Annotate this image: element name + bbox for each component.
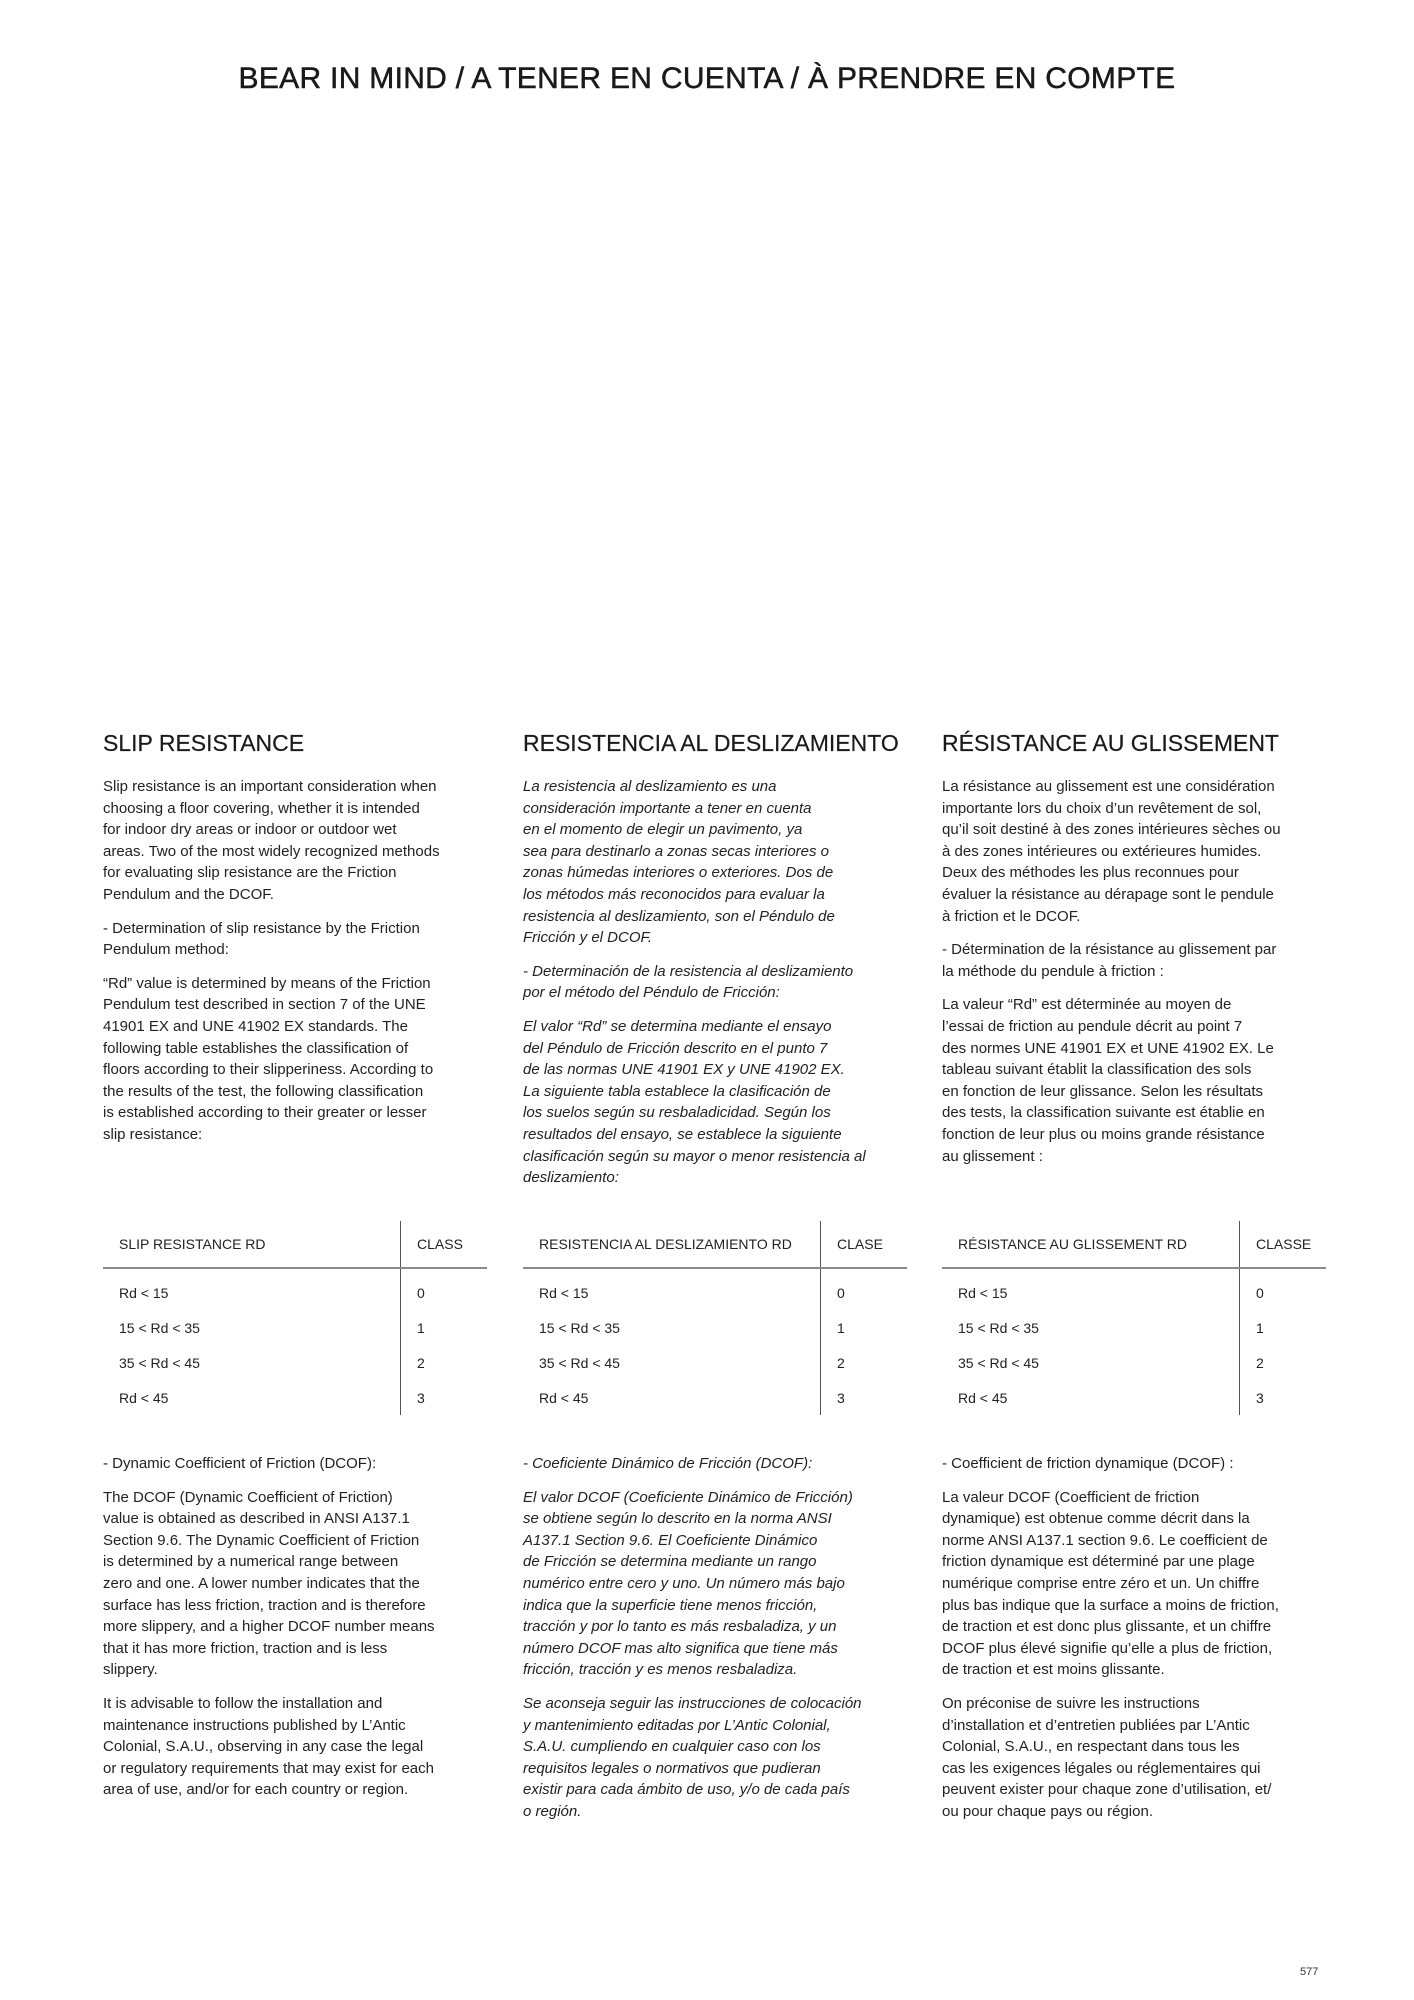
rd-range: Rd < 45 (958, 1389, 1008, 1406)
rd-range: Rd < 45 (119, 1389, 169, 1406)
section-heading: SLIP RESISTANCE (103, 730, 305, 756)
dcof-text (523, 1453, 862, 1835)
paragraph: La résistance au glissement est une considération importante lors du choix d’un revêtement de sol, qu’il soit destiné à des zones intérieures sèches ou à des zones intérieures ou extérieures humides. Deux des méthodes les plus reconnues pour évaluer la résistance au dérapage sont le pendule à friction et le DCOF. (942, 778, 1281, 925)
classification-table (523, 1221, 907, 1415)
paragraph: The DCOF (Dynamic Coefficient of Friction) value is obtained as described in ANSI A137.1 Section 9.6. The Dynamic Coefficient of Friction is determined by a numerical range between zero and one. A lower number indicates that the surface has less friction, traction and is therefore more slippery, and a higher DCOF number means that it has more friction, traction and is less slippery. (103, 1488, 435, 1679)
table-row (523, 1380, 907, 1415)
paragraph: - Determinación de la resistencia al deslizamiento por el método del Péndulo de Fricción: (523, 962, 854, 1002)
rd-range: Rd < 15 (958, 1284, 1008, 1301)
paragraph: - Coefficient de friction dynamique (DCOF) : (942, 1455, 1234, 1472)
dcof-text (103, 1453, 435, 1813)
table-row (942, 1380, 1326, 1415)
class-value: 2 (401, 1345, 488, 1380)
header-class: CLASS (401, 1221, 488, 1268)
table-row (103, 1268, 487, 1310)
intro-text (942, 776, 1281, 1179)
table-row (523, 1310, 907, 1345)
class-value: 0 (401, 1268, 488, 1310)
intro-text (103, 776, 440, 1158)
header-class: CLASE (821, 1221, 908, 1268)
paragraph: It is advisable to follow the installation and maintenance instructions published by L’Antic Colonial, S.A.U., observing in any case the legal or regulatory requirements that may exist for each area of use, and/or for each country or region. (103, 1694, 434, 1799)
paragraph: On préconise de suivre les instructions d’installation et d’entretien publiées par L’Antic Colonial, S.A.U., en respectant dans tous les cas les exigences légales ou réglementaires qui peuvent exister pour chaque zone d’utilisation, et/ ou pour chaque pays ou région. (942, 1694, 1272, 1820)
rd-range: 15 < Rd < 35 (958, 1319, 1039, 1336)
classification-table (942, 1221, 1326, 1415)
intro-text (523, 776, 866, 1201)
rd-range: Rd < 15 (119, 1284, 169, 1301)
paragraph: Se aconseja seguir las instrucciones de colocación y mantenimiento editadas por L’Antic Colonial, S.A.U. cumpliendo en cualquier caso con los requisitos legales o normativos que pudieran existir para cada ámbito de uso, y/o de cada país o región. (523, 1694, 862, 1820)
class-value: 2 (1240, 1345, 1327, 1380)
paragraph: Slip resistance is an important consideration when choosing a floor covering, whether it is intended for indoor dry areas or indoor or outdoor wet areas. Two of the most widely recognized methods for evaluating slip resistance are the Friction Pendulum and the DCOF. (103, 778, 440, 903)
class-value: 3 (1240, 1380, 1327, 1415)
table-row (523, 1345, 907, 1380)
paragraph: “Rd” value is determined by means of the Friction Pendulum test described in section 7 of the UNE 41901 EX and UNE 41902 EX standards. The following table establishes the classification of floors according to their slipperiness. According to the results of the test, the following classification is established according to their greater or lesser slip resistance: (103, 974, 434, 1143)
rd-range: 15 < Rd < 35 (119, 1319, 200, 1336)
header-rd: RESISTENCIA AL DESLIZAMIENTO RD (523, 1221, 821, 1268)
table-header-row (942, 1221, 1326, 1268)
header-class: CLASSE (1240, 1221, 1327, 1268)
section-heading: RESISTENCIA AL DESLIZAMIENTO (523, 730, 899, 756)
class-value: 1 (821, 1310, 908, 1345)
table-row (523, 1268, 907, 1310)
class-value: 1 (1240, 1310, 1327, 1345)
paragraph: - Dynamic Coefficient of Friction (DCOF): (103, 1455, 377, 1472)
paragraph: La resistencia al deslizamiento es una consideración importante a tener en cuenta en el momento de elegir un pavimento, ya sea para destinarlo a zonas secas interiores o zonas húmedas interiores o exteriores. Dos de los métodos más reconocidos para evaluar la resistencia al deslizamiento, son el Péndulo de Fricción y el DCOF. (523, 778, 835, 947)
class-value: 3 (401, 1380, 488, 1415)
table-row (103, 1310, 487, 1345)
table-row (942, 1345, 1326, 1380)
dcof-text (942, 1453, 1279, 1835)
paragraph: La valeur DCOF (Coefficient de friction dynamique) est obtenue comme décrit dans la norme ANSI A137.1 section 9.6. Le coefficient de friction dynamique est déterminé par une plage numérique comprise entre zéro et un. Un chiffre plus bas indique que la surface a moins de friction, de traction et est donc plus glissante, et un chiffre DCOF plus élevé signifie qu’elle a plus de friction, de traction et est moins glissante. (942, 1488, 1279, 1679)
table-header-row (103, 1221, 487, 1268)
table-row (942, 1268, 1326, 1310)
paragraph: El valor “Rd” se determina mediante el ensayo del Péndulo de Fricción descrito en el punto 7 de las normas UNE 41901 EX y UNE 41902 EX. La siguiente tabla establece la clasificación de los suelos según su resbaladicidad. Según los resultados del ensayo, se establece la siguiente clasificación según su mayor o menor resistencia al deslizamiento: (523, 1017, 866, 1187)
rd-range: Rd < 45 (539, 1389, 589, 1406)
class-value: 0 (821, 1268, 908, 1310)
rd-range: 35 < Rd < 45 (119, 1354, 200, 1371)
section-heading: RÉSISTANCE AU GLISSEMENT (942, 730, 1279, 756)
class-value: 2 (821, 1345, 908, 1380)
class-value: 0 (1240, 1268, 1327, 1310)
class-value: 1 (401, 1310, 488, 1345)
paragraph: La valeur “Rd” est déterminée au moyen de l’essai de friction au pendule décrit au point 7 des normes UNE 41901 EX et UNE 41902 EX. Le tableau suivant établit la classification des sols en fonction de leur glissance. Selon les résultats des tests, la classification suivante est établie en fonction de leur plus ou moins grande résistance au glissement : (942, 996, 1274, 1165)
table-row (103, 1380, 487, 1415)
paragraph: - Coeficiente Dinámico de Fricción (DCOF): (523, 1455, 813, 1472)
paragraph: - Determination of slip resistance by the Friction Pendulum method: (103, 919, 420, 959)
paragraph: - Détermination de la résistance au glissement par la méthode du pendule à friction : (942, 941, 1277, 980)
table-row (103, 1345, 487, 1380)
table-header-row (523, 1221, 907, 1268)
class-value: 3 (821, 1380, 908, 1415)
paragraph: El valor DCOF (Coeficiente Dinámico de Fricción) se obtiene según lo descrito en la norma ANSI A137.1 Section 9.6. El Coeficiente Dinámico de Fricción se determina mediante un rango numérico entre cero y uno. Un número más bajo indica que la superficie tiene menos fricción, tracción y por lo tanto es más resbaladiza, y un número DCOF mas alto significa que tiene más fricción, tracción y es menos resbaladiza. (523, 1488, 853, 1679)
rd-range: 35 < Rd < 45 (958, 1354, 1039, 1371)
classification-table (103, 1221, 487, 1415)
page-title: BEAR IN MIND / A TENER EN CUENTA / À PRENDRE EN COMPTE (238, 62, 1176, 95)
page-number: 577 (1300, 1966, 1319, 1978)
rd-range: 35 < Rd < 45 (539, 1354, 620, 1371)
header-rd: SLIP RESISTANCE RD (103, 1221, 401, 1268)
rd-range: 15 < Rd < 35 (539, 1319, 620, 1336)
header-rd: RÉSISTANCE AU GLISSEMENT RD (942, 1221, 1240, 1268)
table-row (942, 1310, 1326, 1345)
rd-range: Rd < 15 (539, 1284, 589, 1301)
